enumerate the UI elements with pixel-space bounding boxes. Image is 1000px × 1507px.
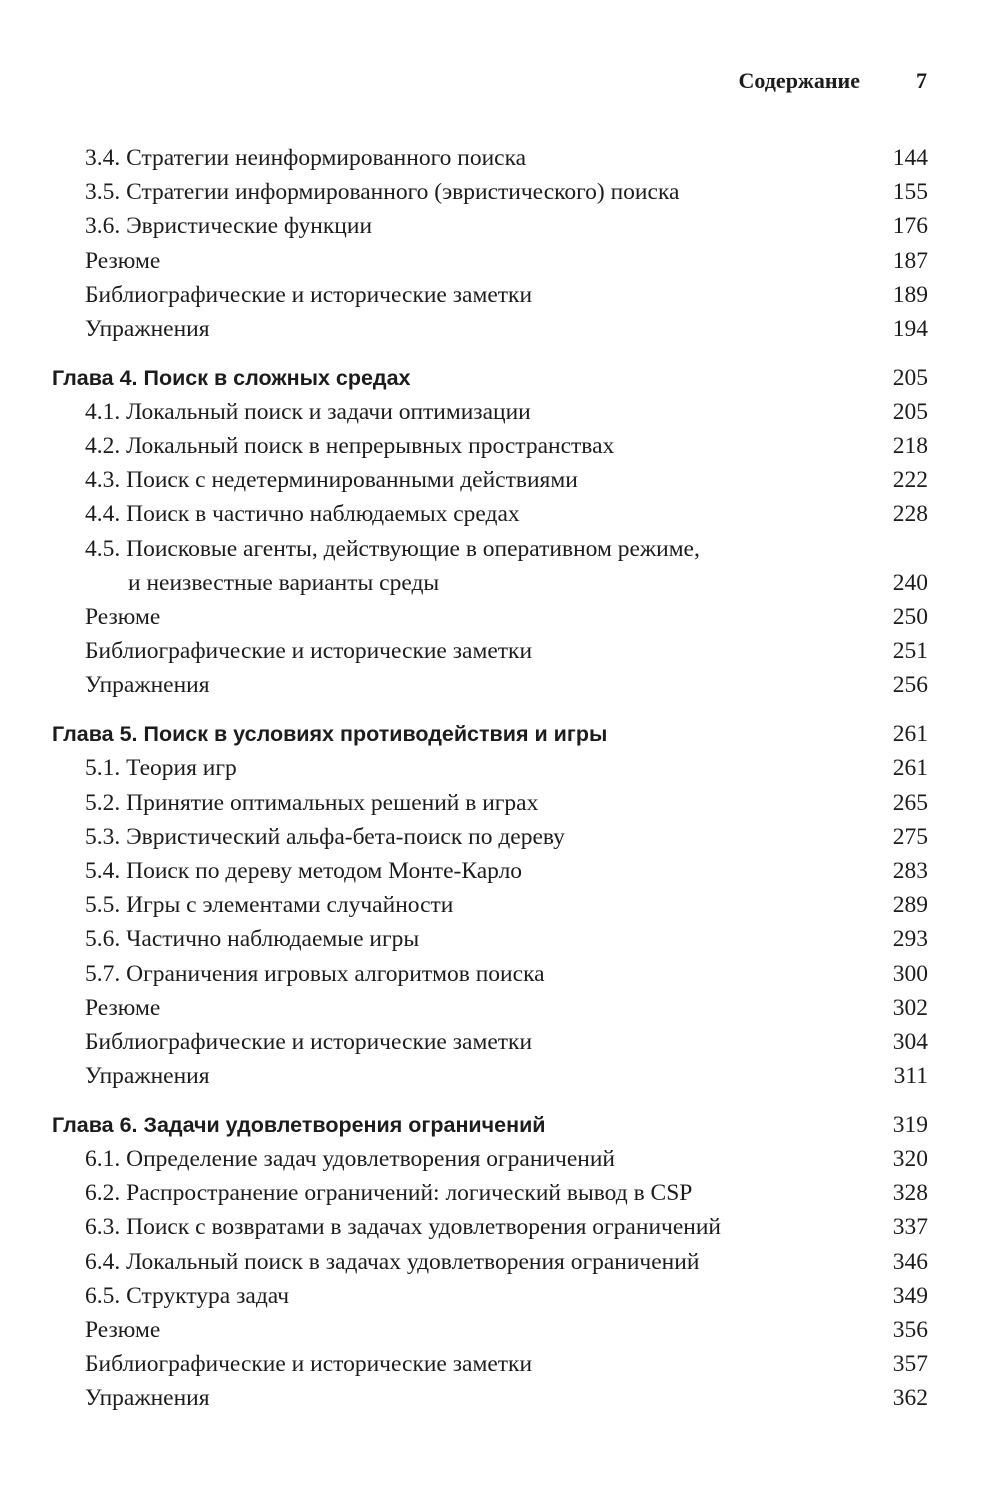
toc-entry-page: 283 [892,857,928,884]
toc-entry-title: 6.4. Локальный поиск в задачах удовлетворения ограничений [85,1248,700,1275]
toc-entry [52,820,928,854]
toc-entry-title: Глава 5. Поиск в условиях противодействия и игры [52,722,608,747]
toc-chapter-entry [52,361,928,395]
toc-entry-title: 6.3. Поиск с возвратами в задачах удовлетворения ограничений [85,1214,721,1241]
toc-entry-page: 194 [892,315,928,342]
toc-entry-page: 228 [892,501,928,528]
toc-entry-title: 5.3. Эвристический альфа-бета-поиск по дереву [85,823,565,850]
toc-entry-title: 4.4. Поиск в частично наблюдаемых средах [85,501,520,528]
toc-entry-title: 5.6. Частично наблюдаемые игры [85,926,420,953]
toc-entry [52,1176,928,1210]
toc-entry [52,1142,928,1176]
toc-entry-page: 222 [892,467,928,494]
toc-entry-page: 302 [892,994,928,1021]
toc-entry-page: 261 [892,721,928,748]
toc-entry-title: 6.1. Определение задач удовлетворения ограничений [85,1146,615,1173]
toc-entry [52,566,928,600]
toc-entry-page: 144 [892,145,928,171]
toc-entry-title: Упражнения [85,672,210,699]
toc-entry [52,991,928,1025]
toc-entry [52,786,928,820]
running-head [739,68,927,94]
toc-entry [52,312,928,346]
toc-entry-title: Резюме [85,604,161,631]
toc-chapter-entry [52,717,928,751]
toc-entry-page: 155 [892,179,928,206]
toc-entry-title: Упражнения [85,1063,210,1090]
toc-entry-page: 346 [892,1248,928,1275]
toc-entry-page: 320 [892,1146,928,1173]
toc-entry-title: 4.1. Локальный поиск и задачи оптимизации [85,398,531,425]
toc-entry-page: 275 [892,823,928,850]
toc-entry-page: 293 [892,926,928,953]
toc-entry-title: Глава 6. Задачи удовлетворения ограничений [52,1112,546,1137]
toc-entry-title: Резюме [85,1316,161,1343]
toc-entry [52,429,928,463]
toc-entry [52,1313,928,1347]
toc-entry [52,751,928,785]
toc-entry-title: Библиографические и исторические заметки [85,281,533,308]
toc-entry-page: 205 [892,364,928,391]
toc-entry-title: 4.5. Поисковые агенты, действующие в оперативном режиме, [85,535,700,562]
toc-entry [52,1025,928,1059]
toc-entry-page: 319 [892,1111,928,1138]
running-head-page-number: 7 [916,68,927,93]
toc-entry-page: 304 [892,1028,928,1055]
toc-entry-page: 250 [892,604,928,631]
toc-entry [52,463,928,497]
toc-entry-title: Резюме [85,247,161,274]
toc-entry [52,1210,928,1244]
toc-entry-title: и неизвестные варианты среды [128,569,440,596]
toc-entry-title: 5.2. Принятие оптимальных решений в играх [85,789,539,816]
toc-entry-page: 328 [892,1180,928,1207]
toc-entry-page: 187 [892,247,928,274]
table-of-contents [52,141,928,1416]
toc-entry [52,244,928,278]
toc-entry-title: Глава 4. Поиск в сложных средах [52,365,411,390]
toc-entry [52,668,928,702]
toc-entry [52,1347,928,1381]
toc-entry [52,1059,928,1093]
toc-entry-title: Библиографические и исторические заметки [85,1028,533,1055]
toc-entry-title: 5.1. Теория игр [85,755,237,782]
toc-entry [52,278,928,312]
toc-entry-page: 357 [892,1351,928,1378]
toc-entry-page: 337 [892,1214,928,1241]
toc-entry [52,1245,928,1279]
toc-entry-title: 5.7. Ограничения игровых алгоритмов поиска [85,960,545,987]
toc-entry [52,600,928,634]
running-head-title: Содержание [738,68,860,93]
toc-entry-page: 218 [892,433,928,460]
toc-entry-title: Библиографические и исторические заметки [85,638,533,665]
toc-entry-title: 4.3. Поиск с недетерминированными действиями [85,467,578,494]
toc-entry [52,888,928,922]
toc-entry-title: Упражнения [85,315,210,342]
toc-entry-page: 362 [892,1385,928,1412]
toc-entry-page: 205 [892,398,928,425]
toc-entry-title: 3.4. Стратегии неинформированного поиска [85,145,527,171]
toc-entry [52,1381,928,1415]
toc-entry-page: 265 [892,789,928,816]
toc-entry-title: 6.5. Структура задач [85,1282,290,1309]
toc-entry [52,209,928,243]
toc-entry-page: 176 [892,213,928,240]
toc-entry [52,175,928,209]
toc-entry-page: 189 [892,281,928,308]
toc-entry-page: 311 [893,1063,928,1090]
toc-entry [52,634,928,668]
toc-entry-title: Библиографические и исторические заметки [85,1351,533,1378]
toc-entry-page: 240 [892,569,928,596]
toc-entry-title: 5.5. Игры с элементами случайности [85,892,454,919]
toc-entry-title: 5.4. Поиск по дереву методом Монте-Карло [85,857,523,884]
toc-entry [52,497,928,531]
toc-entry-title: 3.5. Стратегии информированного (эвристического) поиска [85,179,680,206]
toc-entry [52,922,928,956]
toc-entry [52,1279,928,1313]
toc-entry [52,957,928,991]
toc-entry-title: 4.2. Локальный поиск в непрерывных пространствах [85,433,615,460]
toc-entry-page: 256 [892,672,928,699]
toc-entry-title: Резюме [85,994,161,1021]
toc-chapter-entry [52,1108,928,1142]
toc-entry-page: 349 [892,1282,928,1309]
toc-entry-page: 261 [892,755,928,782]
toc-entry-page: 289 [892,892,928,919]
toc-entry [52,141,928,175]
toc-entry-title: 3.6. Эвристические функции [85,213,373,240]
toc-entry-title: 6.2. Распространение ограничений: логический вывод в CSP [85,1180,693,1207]
toc-entry [52,532,928,566]
toc-entry-title: Упражнения [85,1385,210,1412]
toc-entry-page: 300 [892,960,928,987]
toc-entry-page: 356 [892,1316,928,1343]
toc-entry [52,395,928,429]
toc-entry-page: 251 [892,638,928,665]
toc-entry [52,854,928,888]
